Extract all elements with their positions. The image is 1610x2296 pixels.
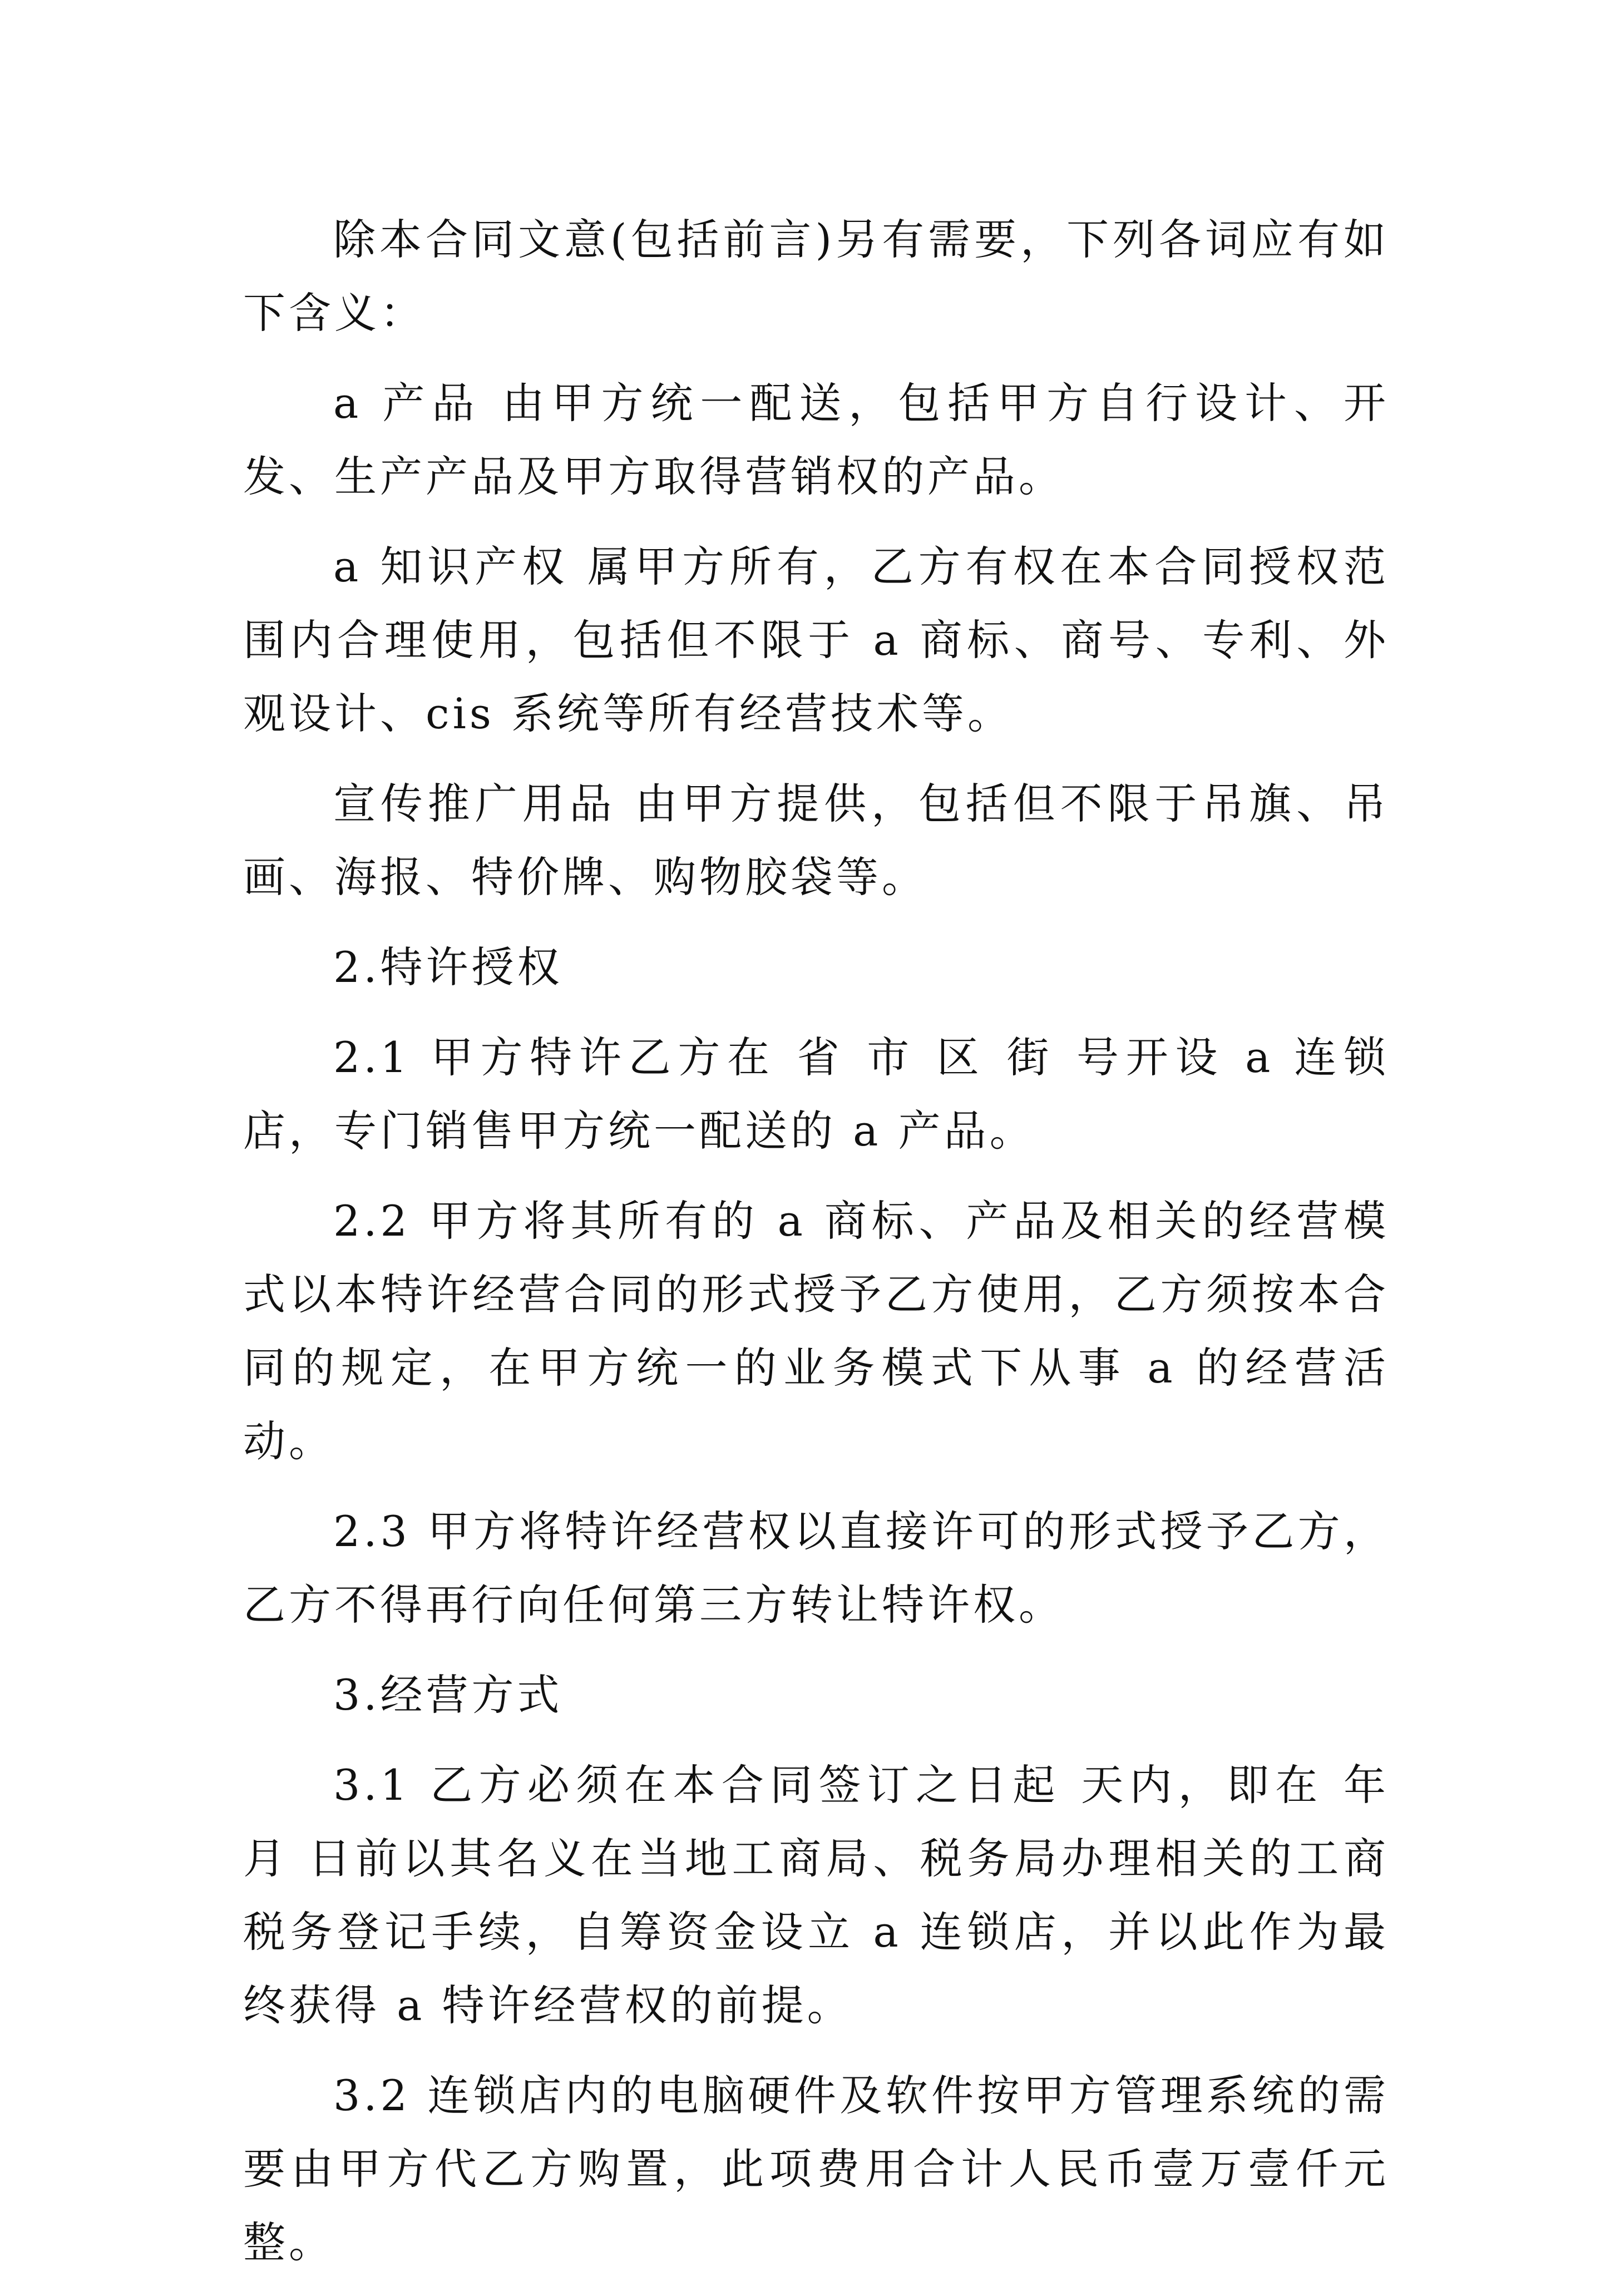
paragraph-clause-3-1: 3.1 乙方必须在本合同签订之日起 天内，即在 年 月 日前以其名义在当地工商局、税务局办理相关的工商税务登记手续，自筹资金设立 a 连锁店，并以此作为最终获得 a 特许经营权的前提。 bbox=[243, 1760, 1389, 2030]
paragraph-clause-2-1: 2.1 甲方特许乙方在 省 市 区 街 号开设 a 连锁店，专门销售甲方统一配送的 a 产品。 bbox=[243, 1033, 1389, 1156]
section-heading-operation: 3.经营方式 bbox=[333, 1670, 563, 1720]
document-body bbox=[243, 203, 1389, 2296]
paragraph-promo-definition: 宣传推广用品 由甲方提供，包括但不限于吊旗、吊画、海报、特价牌、购物胶袋等。 bbox=[243, 779, 1389, 902]
paragraph-clause-3-2: 3.2 连锁店内的电脑硬件及软件按甲方管理系统的需要由甲方代乙方购置，此项费用合计人民币壹万壹仟元整。 bbox=[243, 2071, 1389, 2267]
paragraph-product-definition: a 产品 由甲方统一配送，包括甲方自行设计、开发、生产产品及甲方取得营销权的产品。 bbox=[243, 378, 1389, 501]
section-heading-franchise: 2.特许授权 bbox=[333, 942, 563, 992]
paragraph-clause-2-2: 2.2 甲方将其所有的 a 商标、产品及相关的经营模式以本特许经营合同的形式授予乙方使用，乙方须按本合同的规定，在甲方统一的业务模式下从事 a 的经营活动。 bbox=[243, 1196, 1389, 1466]
paragraph-clause-2-3: 2.3 甲方将特许经营权以直接许可的形式授予乙方，乙方不得再行向任何第三方转让特许权。 bbox=[243, 1507, 1389, 1630]
paragraph-definitions-intro: 除本合同文意(包括前言)另有需要，下列各词应有如下含义： bbox=[243, 215, 1389, 338]
paragraph-ip-definition: a 知识产权 属甲方所有，乙方有权在本合同授权范围内合理使用，包括但不限于 a 商标、商号、专利、外观设计、cis 系统等所有经营技术等。 bbox=[243, 542, 1389, 738]
